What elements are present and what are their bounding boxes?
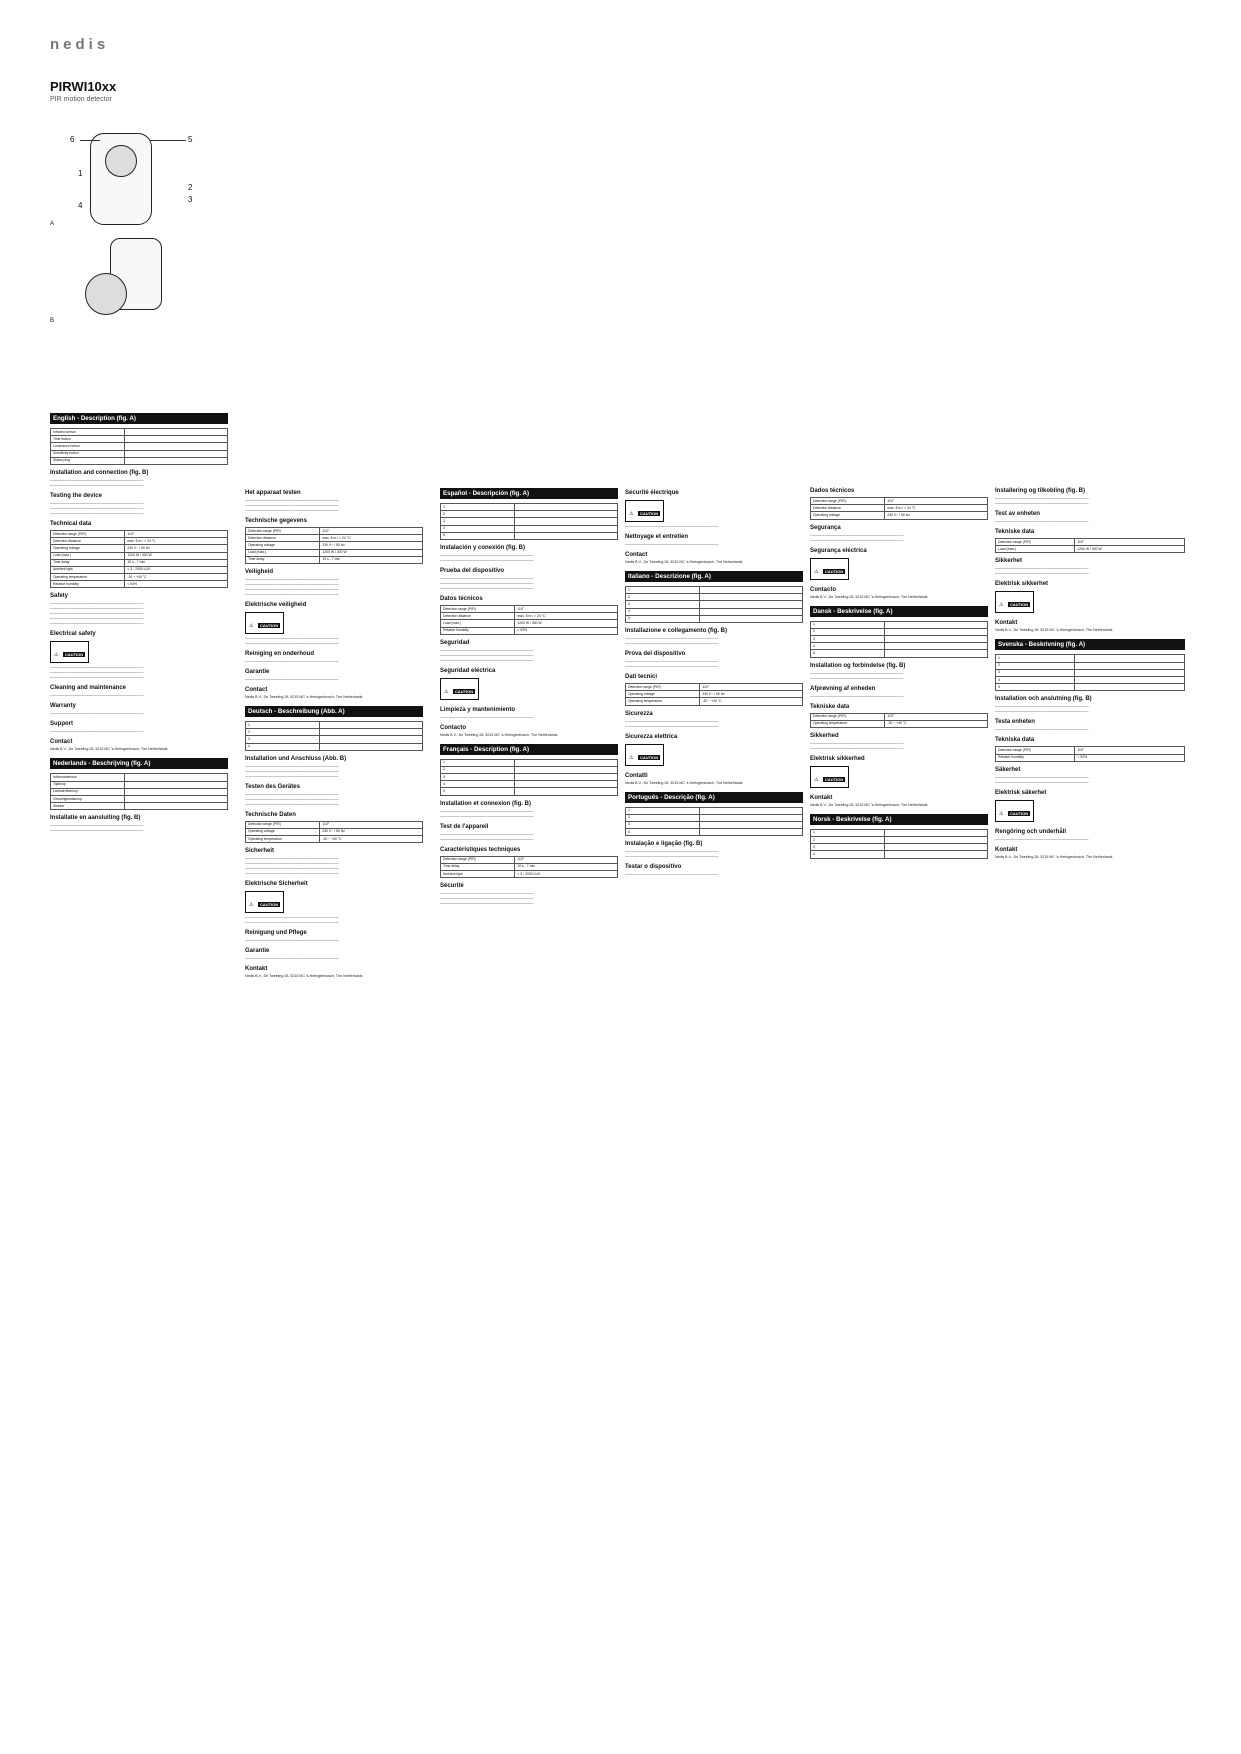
tech-value: 1200 W / 300 W <box>320 549 423 556</box>
tech-table <box>245 821 423 844</box>
section-heading: Testen des Gerätes <box>245 783 300 790</box>
tech-value: max. 8 m / < 24 °C <box>320 535 423 542</box>
tech-value: 110° <box>1075 747 1185 754</box>
body-text: —————————————————————————— <box>625 542 719 546</box>
tech-table <box>810 713 988 728</box>
parts-table: 1 2 3 4 <box>245 721 423 751</box>
tech-key: Ambient light <box>441 871 515 878</box>
part-name: Tijdknop <box>51 781 125 788</box>
section-heading: Installation et connexion (fig. B) <box>440 800 532 807</box>
section-heading: Installation und Anschluss (Abb. B) <box>245 755 347 762</box>
tech-key: Time delay <box>51 559 125 566</box>
tech-key: Operating temperature <box>51 574 125 581</box>
tech-value: max. 8 m / < 24 °C <box>515 613 618 620</box>
section-heading: Contacto <box>810 586 836 593</box>
parts-table: 1 2 3 4 5 <box>440 759 618 796</box>
tech-key: Operating voltage <box>246 828 320 835</box>
body-text: —————————————————————————— <box>50 729 144 734</box>
body-text: —————————————————————————— —————————————————————————— <box>810 670 904 680</box>
section-heading: Sécurité électrique <box>625 490 679 496</box>
caution-label: CAUTION <box>259 622 279 628</box>
section-heading: Installation and connection (fig. B) <box>50 469 149 476</box>
part-name: Stekker <box>51 803 125 810</box>
caution-label: CAUTION <box>1009 810 1029 816</box>
section-heading: Nettoyage et entretien <box>625 534 689 540</box>
tech-key: Load (max.) <box>441 620 515 627</box>
tech-key: Detection range (PIR) <box>51 530 125 537</box>
tech-key: Detection distance <box>51 538 125 545</box>
section-heading: Installazione e collegamento (fig. B) <box>625 627 728 634</box>
section-heading: Sikkerhed <box>810 732 839 739</box>
tech-value: 110° <box>320 528 423 535</box>
section-swedish-title: Svenska - Beskrivning (fig. A) <box>995 639 1185 650</box>
tech-table <box>995 746 1185 761</box>
section-heading: Sicurezza elettrica <box>625 733 678 740</box>
section-heading: Reinigung und Pflege <box>245 930 307 937</box>
parts-table: 1 2 3 4 5 <box>995 654 1185 691</box>
section-heading: Installation og forbindelse (fig. B) <box>810 662 906 669</box>
tech-value: -20 ~ +40 °C <box>320 836 423 843</box>
section-heading: Elektrisk sikkerhet <box>995 581 1049 588</box>
section-heading: Installering og tilkobling (fig. B) <box>995 488 1085 494</box>
contact-text: Nedis B.V., De Tweeling 28, 5215 MC 's-Hertogenbosch, The Netherlands <box>995 628 1113 633</box>
parts-table: 1 2 3 4 5 <box>625 586 803 623</box>
section-french-title: Français - Description (fig. A) <box>440 744 618 755</box>
caution-badge <box>995 800 1034 822</box>
caution-badge <box>625 744 664 766</box>
body-text: —————————————————————————— —————————————————————————— —————————————————————————— <box>440 647 534 662</box>
column-5 <box>810 0 988 863</box>
brand-logo: nedis <box>50 36 110 53</box>
body-text: —————————————————————————— —————————————————————————— <box>625 849 719 859</box>
contact-text: Nedis B.V., De Tweeling 28, 5215 MC 's-Hertogenbosch, The Netherlands <box>810 594 928 599</box>
part-name: Time button <box>51 436 125 443</box>
section-heading: Prueba del dispositivo <box>440 567 505 574</box>
body-text: —————————————————————————— <box>50 711 144 716</box>
body-text: —————————————————————————— <box>245 676 339 681</box>
leader-line <box>80 140 100 141</box>
section-heading: Reiniging en onderhoud <box>245 650 314 657</box>
body-text: —————————————————————————— —————————————————————————— <box>810 740 904 750</box>
warning-triangle-icon: ⚠ <box>999 602 1004 609</box>
tech-key: Detection range (PIR) <box>996 747 1075 754</box>
figure-a-label: A <box>50 221 55 227</box>
tech-value: 110° <box>125 530 228 537</box>
tech-key: Detection distance <box>246 535 320 542</box>
tech-value: < 93% <box>125 581 228 588</box>
column-6 <box>995 0 1185 863</box>
body-text: —————————————————————————— —————————————————————————— —————————————————————————— <box>245 791 339 806</box>
tech-value: 110° <box>885 498 988 505</box>
tech-value: 1200 W / 300 W <box>515 620 618 627</box>
caution-label: CAUTION <box>639 754 659 760</box>
tech-value: 230 V~ / 50 Hz <box>700 691 803 698</box>
section-heading: Sicurezza <box>625 710 653 717</box>
body-text: —————————————————————————— —————————————————————————— <box>810 532 904 542</box>
section-heading: Contatti <box>625 772 648 779</box>
section-heading: Veiligheid <box>245 568 274 575</box>
caution-badge <box>245 891 284 913</box>
section-heading: Caractéristiques techniques <box>440 846 521 853</box>
section-heading: Segurança eléctrica <box>810 547 867 554</box>
section-heading: Rengöring och underhåll <box>995 828 1067 835</box>
warning-triangle-icon: ⚠ <box>814 568 819 575</box>
body-text: —————————————————————————— <box>995 836 1089 841</box>
section-dutch-title: Nederlands - Beschrijving (fig. A) <box>50 758 228 769</box>
body-text: —————————————————————————— —————————————————————————— <box>995 496 1089 505</box>
body-text: —————————————————————————— —————————————————————————— —————————————————————————— <box>50 500 144 515</box>
contact-text: Nedis B.V., De Tweeling 28, 5215 MC 's-Hertogenbosch, The Netherlands <box>245 974 363 979</box>
contact-text: Nedis B.V., De Tweeling 28, 5215 MC 's-Hertogenbosch, The Netherlands <box>625 780 743 785</box>
caution-badge <box>810 558 849 580</box>
tech-value: 10 s - 7 min <box>125 559 228 566</box>
tech-key: Operating voltage <box>51 545 125 552</box>
tech-table <box>995 538 1185 553</box>
tech-key: Relative humidity <box>51 581 125 588</box>
caution-label: CAUTION <box>824 776 844 782</box>
body-text: —————————————————————————— <box>625 524 719 528</box>
tech-key: Operating voltage <box>626 691 700 698</box>
caution-badge <box>995 591 1034 613</box>
body-text: —————————————————————————— —————————————————————————— <box>995 704 1089 714</box>
body-text: —————————————————————————— —————————————————————————— —————————————————————————— —————————————————————————— <box>245 576 339 596</box>
body-text: —————————————————————————— —————————————————————————— —————————————————————————— <box>440 891 534 906</box>
tech-value: < 3 - 2000 LUX <box>125 566 228 573</box>
tech-key: Load (max.) <box>996 546 1075 553</box>
tech-key: Detection range (PIR) <box>811 713 885 720</box>
body-text: —————————————————————————— —————————————————————————— <box>440 831 534 841</box>
tech-value: 230 V~ / 50 Hz <box>885 512 988 519</box>
section-norwegian-title: Norsk - Beskrivelse (fig. A) <box>810 814 988 825</box>
part-name: Infraroodsensor <box>51 774 125 781</box>
tech-key: Detection range (PIR) <box>996 539 1075 546</box>
tech-key: Detection range (PIR) <box>246 821 320 828</box>
section-heading: Test av enheten <box>995 511 1040 517</box>
contact-text: Nedis B.V., De Tweeling 28, 5215 MC 's-Hertogenbosch, The Netherlands <box>625 560 743 564</box>
tech-value: max. 8 m / < 24 °C <box>885 505 988 512</box>
tech-key: Detection distance <box>811 505 885 512</box>
product-subtitle: PIR motion detector <box>50 96 112 103</box>
section-heading: Technical data <box>50 520 92 527</box>
column-3 <box>440 0 618 909</box>
section-heading: Dados técnicos <box>810 488 855 494</box>
section-heading: Garantie <box>245 948 270 955</box>
part-name: Luminance button <box>51 443 125 450</box>
section-heading: Elektrisk sikkerhed <box>810 755 865 762</box>
tech-table <box>440 856 618 879</box>
callout-5: 5 <box>188 135 193 144</box>
part-name: Sensitivity button <box>51 450 125 457</box>
body-text: —————————————————————————— —————————————————————————— <box>995 566 1089 576</box>
body-text: —————————————————————————— <box>245 956 339 961</box>
part-name: Lichtsterkteknop <box>51 788 125 795</box>
contact-text: Nedis B.V., De Tweeling 28, 5215 MC 's-Hertogenbosch, The Netherlands <box>810 802 928 807</box>
tech-table <box>810 497 988 520</box>
tech-key: Operating voltage <box>811 512 885 519</box>
parts-table: 1 2 3 4 5 <box>810 621 988 658</box>
tech-key: Detection range (PIR) <box>441 605 515 612</box>
warning-triangle-icon: ⚠ <box>814 776 819 783</box>
tech-table <box>440 605 618 635</box>
section-heading: Limpieza y mantenimiento <box>440 706 516 713</box>
body-text: —————————————————————————— <box>810 693 904 698</box>
tech-value: max. 8 m / < 24 °C <box>125 538 228 545</box>
tech-key: Time delay <box>246 556 320 563</box>
device-figure <box>50 123 228 333</box>
part-name: Gevoeligheidsknop <box>51 796 125 803</box>
section-heading: Electrical safety <box>50 631 96 638</box>
tech-key: Detection distance <box>441 613 515 620</box>
tech-value: -20 ~ +40 °C <box>125 574 228 581</box>
contact-text: Nedis B.V., De Tweeling 28, 5215 MC 's-Hertogenbosch, The Netherlands <box>440 732 558 737</box>
body-text: —————————————————————————— —————————————————————————— —————————————————————————— <box>245 498 339 512</box>
column-4 <box>625 0 803 880</box>
tech-key: Detection range (PIR) <box>441 856 515 863</box>
callout-1: 1 <box>78 169 83 178</box>
column-2 <box>245 0 423 982</box>
section-heading: Sicherheit <box>245 848 275 855</box>
tech-value: 110° <box>1075 539 1185 546</box>
tech-value: < 3 - 2000 LUX <box>515 871 618 878</box>
parts-table: 1 2 3 4 5 <box>440 503 618 540</box>
caution-badge <box>245 612 284 634</box>
tech-key: Detection range (PIR) <box>811 498 885 505</box>
section-heading: Testar o dispositivo <box>625 864 682 871</box>
callout-4: 4 <box>78 201 83 210</box>
body-text: —————————————————————————— <box>50 693 144 698</box>
tech-key: Time delay <box>441 863 515 870</box>
body-text: —————————————————————————— —————————————————————————— <box>625 635 719 645</box>
section-german-title: Deutsch - Beschreibung (Abb. A) <box>245 706 423 717</box>
caution-badge <box>810 766 849 788</box>
tech-key: Load (max.) <box>51 552 125 559</box>
tech-key: Detection range (PIR) <box>246 528 320 535</box>
contact-text: Nedis B.V., De Tweeling 28, 5215 MC 's-Hertogenbosch, The Netherlands <box>995 854 1113 859</box>
tech-table <box>245 527 423 564</box>
body-text: —————————————————————————— —————————————————————————— <box>625 718 719 728</box>
parts-table: 1 2 3 4 <box>625 807 803 837</box>
tech-value: < 93% <box>1075 754 1185 761</box>
section-heading: Tekniska data <box>995 737 1035 744</box>
warning-triangle-icon: ⚠ <box>54 652 59 659</box>
tech-value: 110° <box>885 713 988 720</box>
body-text: —————————————————————————— —————————————————————————— <box>50 477 144 487</box>
warning-triangle-icon: ⚠ <box>249 622 254 629</box>
section-portuguese-title: Português - Descrição (fig. A) <box>625 792 803 803</box>
tech-value: 110° <box>515 605 618 612</box>
section-italian-title: Italiano - Descrizione (fig. A) <box>625 571 803 582</box>
section-heading: Tekniske data <box>995 529 1035 535</box>
section-danish-title: Dansk - Beskrivelse (fig. A) <box>810 606 988 617</box>
tech-value: 110° <box>515 856 618 863</box>
body-text: —————————————————————————— —————————————————————————— —————————————————————————— <box>440 575 534 590</box>
body-text: —————————————————————————— <box>245 658 339 663</box>
tech-key: Operating temperature <box>811 720 885 727</box>
parts-table <box>50 428 228 465</box>
callout-3: 3 <box>188 195 193 204</box>
tech-value: 230 V~ / 50 Hz <box>125 545 228 552</box>
warning-triangle-icon: ⚠ <box>999 810 1004 817</box>
section-heading: Instalação e ligação (fig. B) <box>625 841 703 848</box>
pir-lens <box>105 145 137 177</box>
tech-key: Relative humidity <box>441 627 515 634</box>
tech-value: 10 s - 7 min <box>320 556 423 563</box>
caution-label: CAUTION <box>454 688 474 694</box>
section-heading: Technische Daten <box>245 811 296 818</box>
tech-value: 230 V~ / 50 Hz <box>320 828 423 835</box>
warning-triangle-icon: ⚠ <box>629 511 634 517</box>
section-heading: Sikkerhet <box>995 558 1023 565</box>
caution-badge <box>50 641 89 663</box>
section-heading: Safety <box>50 593 69 600</box>
section-heading: Cleaning and maintenance <box>50 685 127 692</box>
callout-2: 2 <box>188 183 193 192</box>
body-text: —————————————————————————— —————————————————————————— <box>245 635 339 645</box>
body-text: —————————————————————————— —————————————————————————— —————————————————————————— <box>50 665 144 680</box>
section-heading: Het apparaat testen <box>245 490 301 496</box>
section-heading: Installatie en aansluiting (fig. B) <box>50 815 141 822</box>
part-name: Status plug <box>51 457 125 464</box>
section-heading: Tekniske data <box>810 703 850 710</box>
tech-key: Load (max.) <box>246 549 320 556</box>
tech-key: Detection range (PIR) <box>626 683 700 690</box>
section-heading: Afprøvning af enheden <box>810 685 876 692</box>
column-1 <box>50 0 228 836</box>
section-heading: Technische gegevens <box>245 518 307 524</box>
body-text: —————————————————————————— —————————————————————————— <box>440 808 534 818</box>
section-heading: Testing the device <box>50 492 102 499</box>
section-heading: Instalación y conexión (fig. B) <box>440 544 526 551</box>
body-text: —————————————————————————— <box>995 519 1089 523</box>
parts-table: 1 2 3 4 <box>810 829 988 859</box>
tech-value: 230 V~ / 50 Hz <box>320 542 423 549</box>
section-heading: Kontakt <box>995 620 1018 627</box>
section-heading: Contacto <box>440 724 466 731</box>
section-heading: Contact <box>625 552 648 558</box>
body-text: —————————————————————————— <box>245 938 339 943</box>
contact-text: Nedis B.V., De Tweeling 28, 5215 MC 's-Hertogenbosch, The Netherlands <box>50 747 168 752</box>
mounting-ball <box>85 273 127 315</box>
body-text: —————————————————————————— —————————————————————————— —————————————————————————— —————————————————————————— <box>245 856 339 876</box>
tech-table <box>625 683 803 706</box>
body-text: —————————————————————————— —————————————————————————— <box>625 658 719 668</box>
tech-value: -20 ~ +40 °C <box>700 698 803 705</box>
warning-triangle-icon: ⚠ <box>249 902 254 909</box>
section-heading: Support <box>50 721 73 728</box>
body-text: —————————————————————————— <box>625 872 719 877</box>
section-heading: Dati tecnici <box>625 673 658 680</box>
section-heading: Seguridad eléctrica <box>440 667 496 674</box>
section-heading: Contact <box>245 686 268 693</box>
callout-6: 6 <box>70 135 75 144</box>
product-code: PIRWI10xx <box>50 79 117 94</box>
section-spanish-title: Español - Descripción (fig. A) <box>440 488 618 499</box>
section-heading: Datos técnicos <box>440 595 483 602</box>
body-text: —————————————————————————— <box>995 727 1089 732</box>
tech-value: < 93% <box>515 627 618 634</box>
body-text: —————————————————————————— —————————————————————————— —————————————————————————— —————————————————————————— —————————————————————————— <box>50 601 144 626</box>
caution-label: CAUTION <box>1009 602 1029 608</box>
tech-value: 1200 W / 300 W <box>125 552 228 559</box>
contact-text: Nedis B.V., De Tweeling 28, 5215 MC 's-Hertogenbosch, The Netherlands <box>245 694 363 699</box>
body-text: —————————————————————————— <box>440 714 534 719</box>
section-heading: Seguridad <box>440 639 470 646</box>
section-heading: Sécurité <box>440 883 464 890</box>
figure-b-label: B <box>50 318 55 324</box>
tech-key: Ambient light <box>51 566 125 573</box>
caution-label: CAUTION <box>259 902 279 908</box>
caution-label: CAUTION <box>824 568 844 574</box>
section-heading: Prova del dispositivo <box>625 650 686 657</box>
section-heading: Säkerhet <box>995 766 1021 773</box>
tech-key: Operating voltage <box>246 542 320 549</box>
tech-value: 110° <box>700 683 803 690</box>
part-name: Infrared sensor <box>51 429 125 436</box>
section-heading: Kontakt <box>995 846 1018 853</box>
warning-triangle-icon: ⚠ <box>629 754 634 761</box>
caution-badge <box>440 678 479 700</box>
section-heading: Kontakt <box>810 794 833 801</box>
tech-key: Operating temperature <box>246 836 320 843</box>
body-text: —————————————————————————— —————————————————————————— <box>440 552 534 562</box>
section-heading: Elektrisk säkerhet <box>995 789 1047 796</box>
section-english-title: English - Description (fig. A) <box>50 413 228 424</box>
section-heading: Elektrische veiligheid <box>245 601 307 608</box>
section-heading: Testa enheten <box>995 719 1035 726</box>
section-heading: Kontakt <box>245 966 268 973</box>
leader-line <box>150 140 186 141</box>
tech-value: -20 ~ +40 °C <box>885 720 988 727</box>
section-heading: Garantie <box>245 668 270 675</box>
body-text: —————————————————————————— —————————————————————————— <box>245 915 339 925</box>
section-heading: Installation och anslutning (fig. B) <box>995 696 1092 703</box>
warning-triangle-icon: ⚠ <box>444 688 449 695</box>
section-heading: Segurança <box>810 524 841 531</box>
tech-table <box>50 530 228 589</box>
section-heading: Elektrische Sicherheit <box>245 881 308 888</box>
tech-value: 110° <box>320 821 423 828</box>
tech-value: 1200 W / 300 W <box>1075 546 1185 553</box>
caution-badge <box>625 500 664 522</box>
body-text: —————————————————————————— —————————————————————————— —————————————————————————— <box>245 763 339 778</box>
tech-key: Relative humidity <box>996 754 1075 761</box>
parts-table <box>50 773 228 810</box>
caution-label: CAUTION <box>64 652 84 658</box>
section-heading: Warranty <box>50 703 76 710</box>
body-text: —————————————————————————— —————————————————————————— <box>50 823 144 833</box>
tech-value: 10 s - 7 min <box>515 863 618 870</box>
section-heading: Test de l'appareil <box>440 823 489 830</box>
section-heading: Contact <box>50 739 73 746</box>
caution-label: CAUTION <box>639 511 659 516</box>
body-text: —————————————————————————— —————————————————————————— <box>995 774 1089 784</box>
tech-key: Operating temperature <box>626 698 700 705</box>
